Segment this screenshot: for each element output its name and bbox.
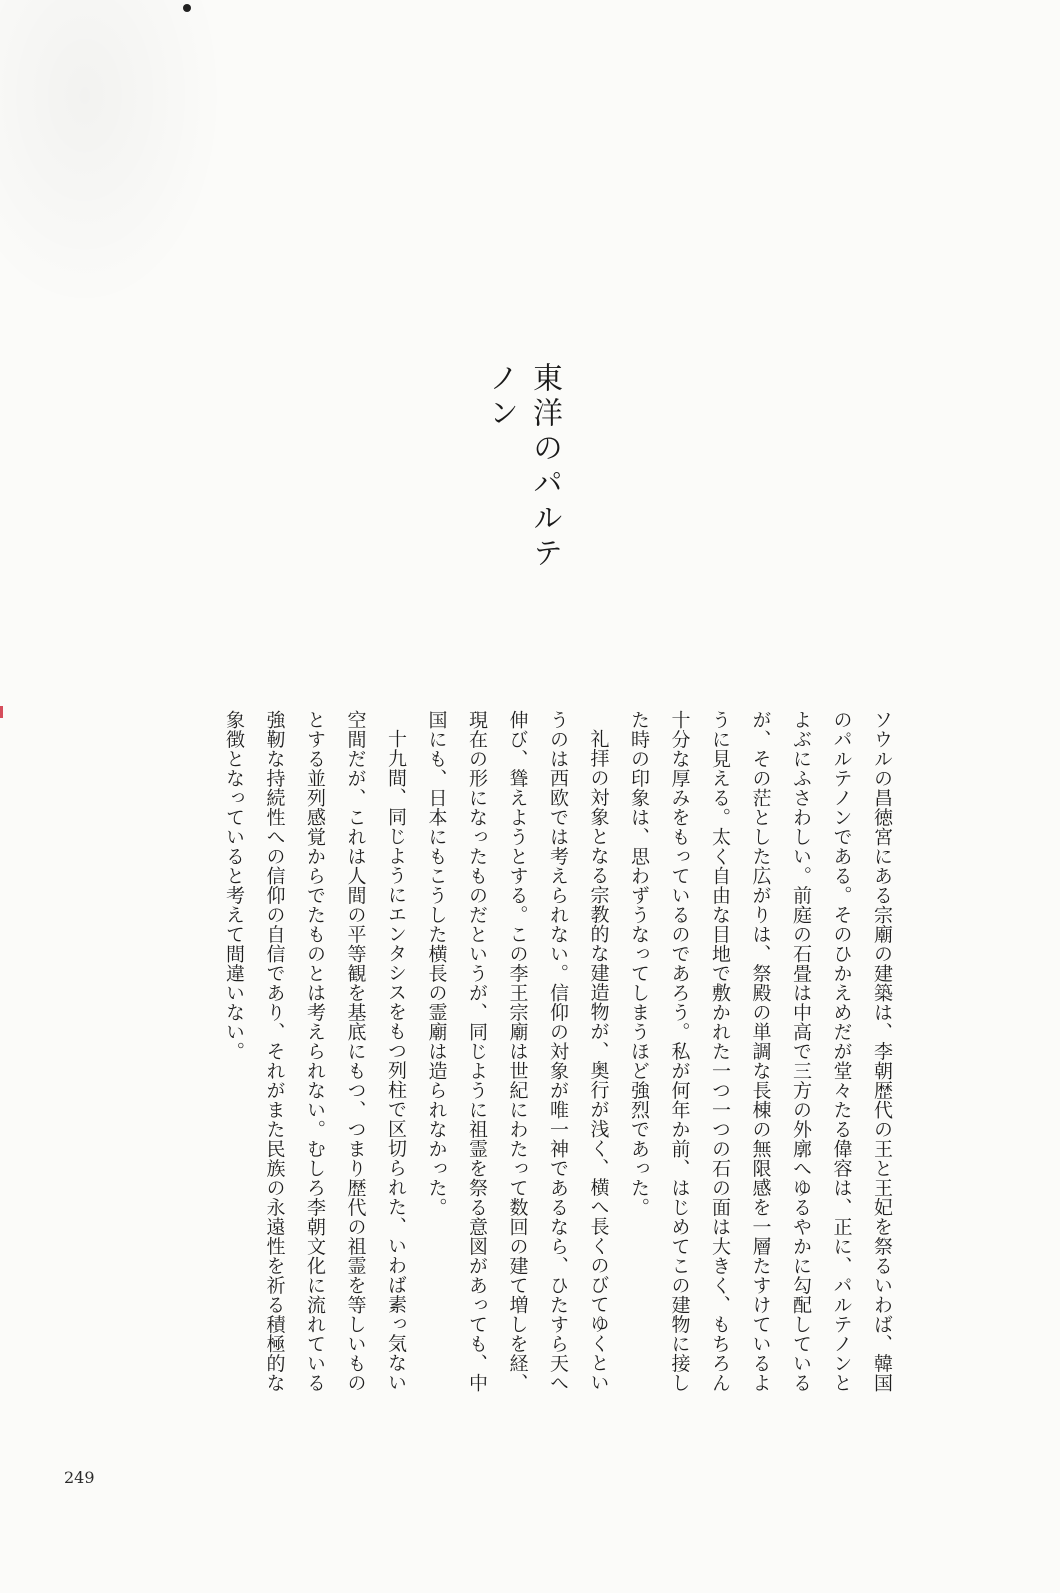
body-text xyxy=(112,710,902,1410)
red-margin-mark xyxy=(0,706,3,718)
paragraph-1: ソウルの昌徳宮にある宗廟の建築は、李朝歴代の王と王妃を祭るいわば、韓国のパルテノンである。そのひかえめだが堂々たる偉容は、正に、パルテノンとよぶにふさわしい。前庭の石畳は中高で三方の外廓へゆるやかに勾配しているが、その茫とした広がりは、祭殿の単調な長棟の無限感を一層たすけているように見える。太く自由な目地で敷かれた一つ一つの石の面は大きく、もちろん十分な厚みをもっているのであろう。私が何年か前、はじめてこの建物に接した時の印象は、思わずうなってしまうほど強烈であった。 xyxy=(628,710,893,1393)
page-number: 249 xyxy=(64,1468,95,1487)
paragraph-3: 十九間、同じようにエンタシスをもつ列柱で区切られた、いわば素っ気ない空間だが、これは人間の平等観を基底にもつ、つまり歴代の祖霊を等しいものとする並列感覚からでたものとは考えられない。むしろ李朝文化に流れている強靭な持続性への信仰の自信であり、それがまた民族の永遠性を祈る積極的な象徴となっていると考えて間違いない。 xyxy=(223,710,407,1393)
ink-speck xyxy=(183,4,191,12)
chapter-title: 東洋のパルテノン xyxy=(483,362,562,572)
paragraph-2: 礼拝の対象となる宗教的な建造物が、奥行が浅く、横へ長くのびてゆくというのは西欧では考えられない。信仰の対象が唯一神であるなら、ひたすら天へ伸び、聳えようとする。この李王宗廟は世紀にわたって数回の建て増しを経、現在の形になったものだというが、同じように祖霊を祭る意図があっても、中国にも、日本にもこうした横長の霊廟は造られなかった。 xyxy=(425,710,610,1393)
